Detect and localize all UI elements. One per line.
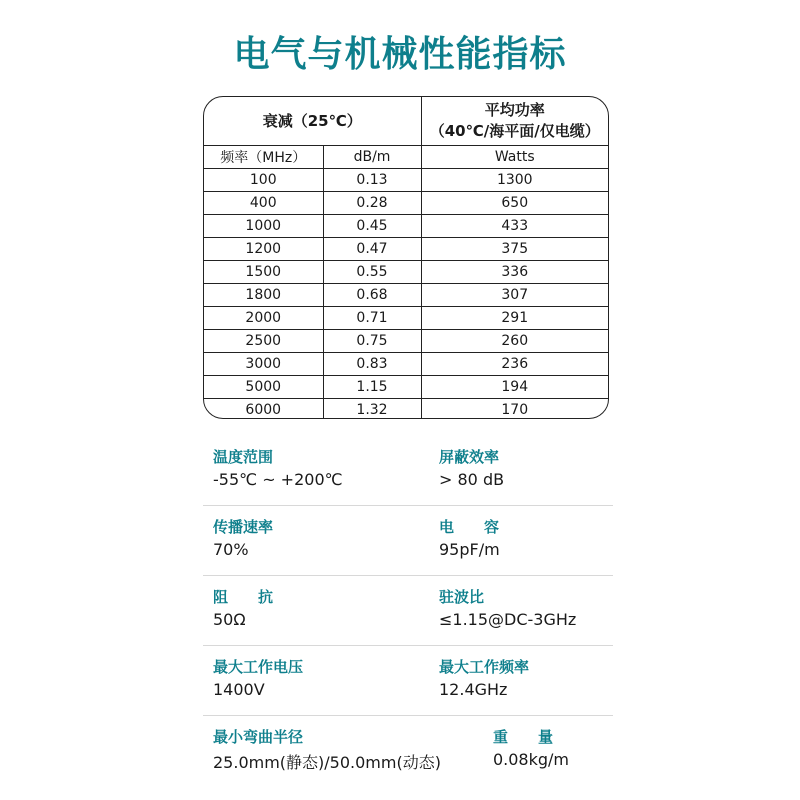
freq-cell: 6000	[204, 399, 323, 420]
spec-item	[387, 436, 613, 505]
spec-item	[203, 646, 387, 715]
spec-value: ≤1.15@DC-3GHz	[439, 610, 577, 629]
table-row	[204, 284, 608, 307]
db-cell: 0.13	[323, 169, 421, 192]
db-cell: 0.68	[323, 284, 421, 307]
spec-value: 70%	[213, 540, 249, 559]
freq-cell: 1200	[204, 238, 323, 261]
spec-row	[203, 506, 613, 576]
table-row	[204, 399, 608, 420]
power-header-line2: （40℃/海平面/仅电缆）	[429, 122, 600, 140]
watts-cell: 260	[421, 330, 608, 353]
db-cell: 1.15	[323, 376, 421, 399]
table-row	[204, 353, 608, 376]
spec-item	[387, 576, 613, 645]
watts-cell: 336	[421, 261, 608, 284]
spec-value: 50Ω	[213, 610, 246, 629]
freq-column-header: 频率（MHz）	[204, 146, 323, 169]
db-cell: 0.28	[323, 192, 421, 215]
spec-label: 最大工作电压	[213, 658, 304, 676]
spec-label: 电 容	[439, 518, 500, 536]
table-row	[204, 215, 608, 238]
spec-label: 传播速率	[213, 518, 274, 536]
freq-cell: 1500	[204, 261, 323, 284]
power-header-line1: 平均功率	[484, 101, 545, 119]
attenuation-header: 衰减（25℃）	[204, 97, 421, 146]
spec-item	[387, 646, 613, 715]
spec-item	[203, 506, 387, 575]
spec-item	[203, 576, 387, 645]
watts-cell: 291	[421, 307, 608, 330]
db-cell: 0.75	[323, 330, 421, 353]
freq-cell: 400	[204, 192, 323, 215]
table-row	[204, 238, 608, 261]
spec-value: 0.08kg/m	[492, 750, 569, 769]
performance-table	[203, 96, 609, 419]
spec-label: 驻波比	[439, 588, 485, 606]
spec-item	[387, 506, 613, 575]
watts-cell: 1300	[421, 169, 608, 192]
freq-cell: 2000	[204, 307, 323, 330]
freq-cell: 2500	[204, 330, 323, 353]
table-row	[204, 261, 608, 284]
db-cell: 0.45	[323, 215, 421, 238]
freq-cell: 5000	[204, 376, 323, 399]
spec-label: 最大工作频率	[439, 658, 530, 676]
page-title: 电气与机械性能指标	[233, 34, 567, 75]
db-cell: 0.71	[323, 307, 421, 330]
watts-cell: 170	[421, 399, 608, 420]
spec-label: 重 量	[492, 728, 553, 746]
db-cell: 0.55	[323, 261, 421, 284]
spec-item	[203, 436, 387, 505]
power-header	[421, 97, 608, 146]
table-row	[204, 376, 608, 399]
spec-label: 屏蔽效率	[439, 448, 500, 466]
freq-cell: 1000	[204, 215, 323, 238]
table-row	[204, 307, 608, 330]
spec-item	[441, 716, 613, 786]
table-row	[204, 169, 608, 192]
db-cell: 0.83	[323, 353, 421, 376]
table-row	[204, 330, 608, 353]
watts-cell: 650	[421, 192, 608, 215]
watts-cell: 433	[421, 215, 608, 238]
watts-cell: 236	[421, 353, 608, 376]
freq-cell: 100	[204, 169, 323, 192]
spec-item	[203, 716, 441, 786]
spec-label: 温度范围	[213, 448, 274, 466]
watts-cell: 307	[421, 284, 608, 307]
watts-cell: 375	[421, 238, 608, 261]
spec-row	[203, 436, 613, 506]
watts-cell: 194	[421, 376, 608, 399]
spec-value: > 80 dB	[439, 470, 505, 489]
spec-row	[203, 716, 613, 786]
spec-value: 12.4GHz	[439, 680, 508, 699]
spec-list	[203, 436, 613, 786]
db-cell: 0.47	[323, 238, 421, 261]
spec-label: 最小弯曲半径	[213, 728, 304, 746]
spec-value: -55℃ ~ +200℃	[213, 470, 343, 489]
spec-value: 95pF/m	[439, 540, 500, 559]
db-column-header: dB/m	[323, 146, 421, 169]
spec-row	[203, 576, 613, 646]
spec-value: 1400V	[213, 680, 265, 699]
spec-label: 阻 抗	[213, 588, 274, 606]
db-cell: 1.32	[323, 399, 421, 420]
freq-cell: 3000	[204, 353, 323, 376]
table-row	[204, 192, 608, 215]
watts-column-header: Watts	[421, 146, 608, 169]
spec-row	[203, 646, 613, 716]
spec-value: 25.0mm(静态)/50.0mm(动态)	[213, 753, 441, 772]
freq-cell: 1800	[204, 284, 323, 307]
